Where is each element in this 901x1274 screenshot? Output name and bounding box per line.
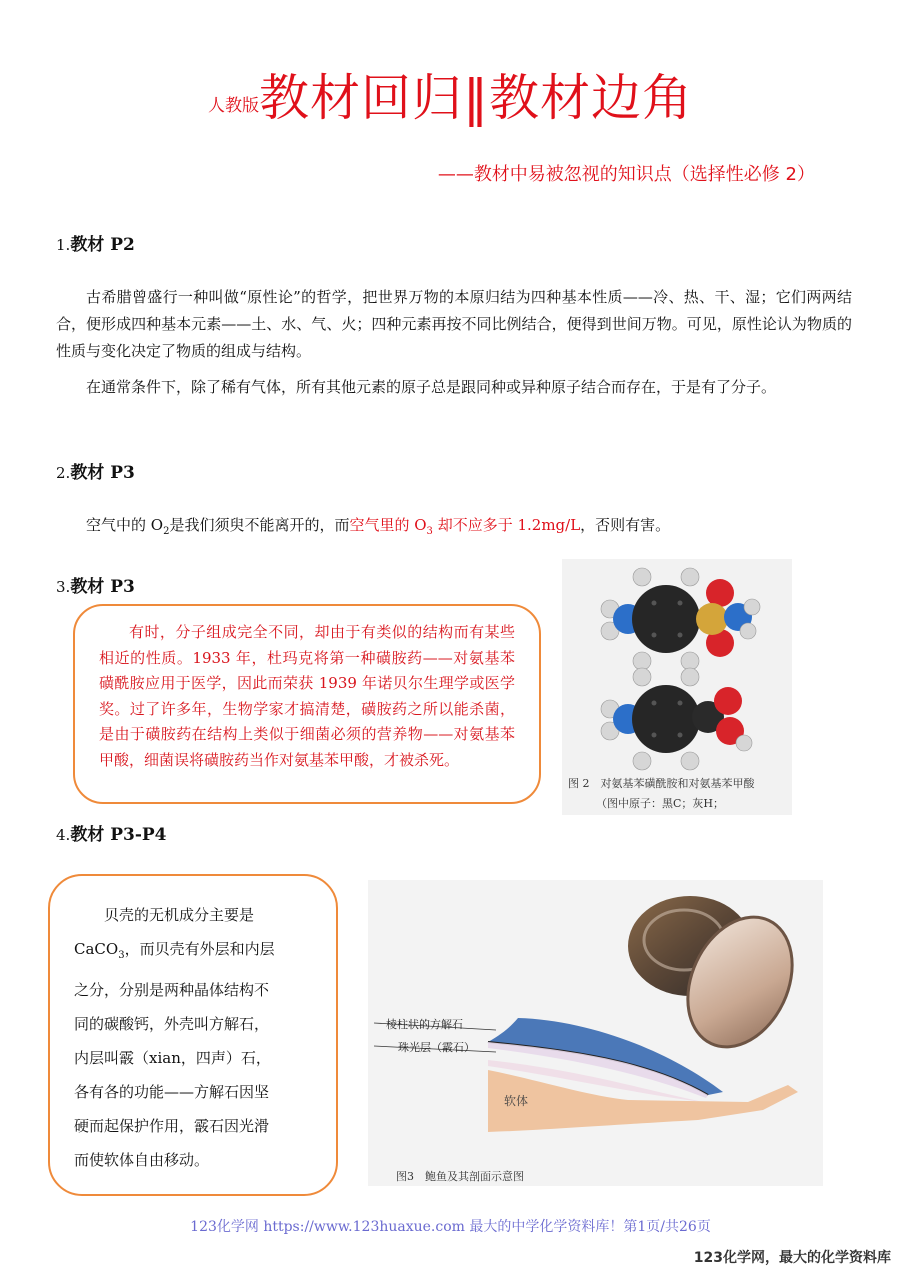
section-label: 教材 P3	[70, 577, 135, 597]
section1-paragraph-1: 古希腊曾盛行一种叫做“原性论”的哲学，把世界万物的本原归结为四种基本性质——冷、热、干、湿；它们两两结合，便形成四种基本元素——土、水、气、火；四种元素再按不同比例结合，便得到世间万物。可见，原性论认为物质的性质与变化决定了物质的组成与结构。	[56, 288, 852, 360]
text: ，而贝壳有外层和内层	[124, 940, 275, 958]
sulfanilamide-model	[601, 568, 760, 670]
title-edition: 人教版	[208, 96, 259, 116]
section-heading-1	[56, 230, 135, 255]
note-box-sulfonamide: 有时，分子组成完全不同，却由于有类似的结构而有某些相近的性质。1933 年，杜玛克将第一种磺胺药——对氨基苯磺酰胺应用于医学，因此而荣获 1939 年诺贝尔生理学或医学奖。过了许多年，生物学家才搞清楚，磺胺药之所以能杀菌，是由于磺胺药在结构上类似于细菌必须的营养物——对氨基苯甲酸，细菌误将磺胺药当作对氨基苯甲酸，才被杀死。	[73, 604, 541, 804]
line: 硬而起保护作用，霰石因光滑	[74, 1117, 270, 1135]
section1-paragraph-2: 在通常条件下，除了稀有气体，所有其他元素的原子总是跟同种或异种原子结合而存在，于是有了分子。	[86, 378, 777, 396]
subscript: 2	[163, 526, 170, 537]
section-number: 1.	[56, 236, 71, 254]
abalone-figure	[368, 880, 823, 1186]
abalone-cross-section	[368, 880, 823, 1186]
section-number: 4.	[56, 826, 71, 844]
line: 各有各的功能——方解石因坚	[74, 1083, 270, 1101]
label-soft-body: 软体	[504, 1094, 529, 1108]
line: 同的碳酸钙，外壳叫方解石，	[74, 1015, 270, 1033]
figure-caption: 图 2 对氨基苯磺酰胺和对氨基苯甲酸	[568, 777, 755, 790]
page-title	[0, 58, 901, 130]
text: CaCO	[74, 940, 119, 958]
section-label: 教材 P3	[70, 463, 135, 483]
text: 却不应多于 1.2mg/L	[432, 516, 581, 534]
aminobenzoic-acid-model	[601, 668, 752, 770]
text: 空气里的 O	[349, 516, 427, 534]
label-aragonite: 珠光层（霰石）	[398, 1041, 475, 1054]
text: 空气中的 O	[86, 516, 164, 534]
figure-caption: 图3 鲍鱼及其剖面示意图	[396, 1170, 524, 1183]
soft-body	[488, 1070, 798, 1132]
section-number: 3.	[56, 578, 71, 596]
section-heading-4	[56, 820, 167, 845]
footer-line: 123化学网 https://www.123huaxue.com 最大的中学化学资料库！第1页/共26页	[190, 1219, 711, 1235]
subscript: 3	[118, 950, 125, 961]
figure-caption-2: （图中原子：黑C；灰H；	[596, 797, 725, 810]
title-main: 教材回归‖教材边角	[259, 69, 693, 127]
line: 之分，分别是两种晶体结构不	[74, 981, 270, 999]
section-label: 教材 P3-P4	[70, 825, 167, 845]
footer-watermark: 123化学网，最大的化学资料库	[693, 1250, 891, 1266]
line: 内层叫霰（xian，四声）石，	[74, 1049, 271, 1067]
text: 是我们须臾不能离开的，而	[169, 516, 350, 534]
text: ，否则有害。	[580, 516, 671, 534]
section-heading-2	[56, 458, 135, 483]
line	[74, 898, 312, 932]
line	[74, 932, 312, 973]
line: 而使软体自由移动。	[74, 1151, 210, 1169]
highlight-text	[349, 516, 581, 537]
subtitle: ——教材中易被忽视的知识点（选择性必修 2）	[437, 164, 815, 185]
section-heading-3	[56, 572, 135, 597]
text: 贝壳的无机成分主要是	[104, 906, 255, 924]
note-box-shell	[48, 874, 338, 1196]
section-label: 教材 P2	[70, 235, 135, 255]
section-number: 2.	[56, 464, 71, 482]
section2-paragraph	[56, 512, 852, 545]
molecule-figure	[562, 559, 792, 815]
label-calcite: 棱柱状的方解石	[386, 1018, 463, 1031]
subscript: 3	[426, 526, 433, 537]
